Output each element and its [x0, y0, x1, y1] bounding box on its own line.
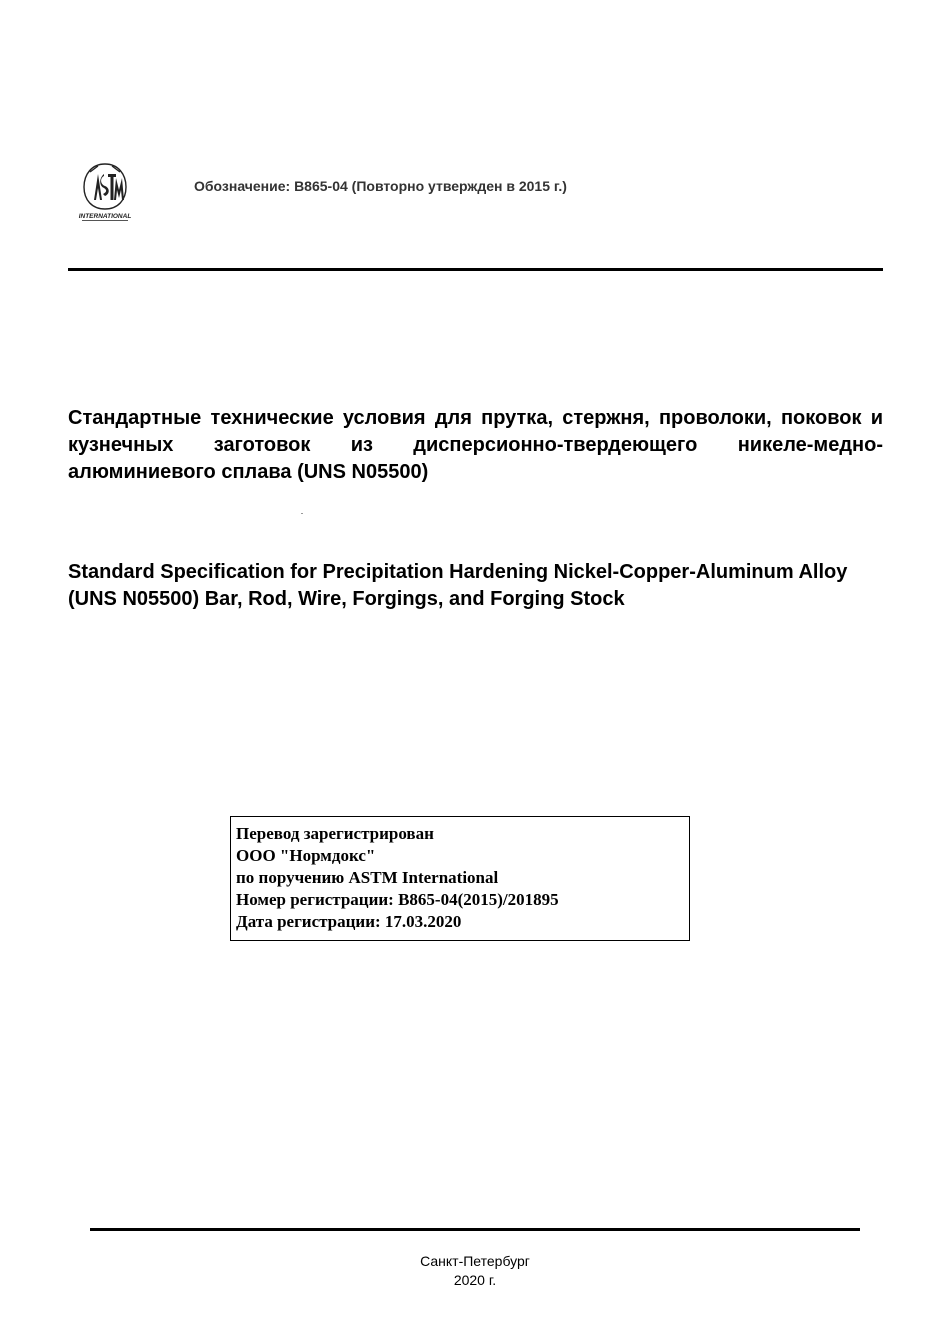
registration-line: Перевод зарегистрирован: [236, 824, 434, 843]
registration-line: по поручению ASTM International: [236, 868, 499, 887]
footer-year: 2020 г.: [453, 1272, 497, 1288]
footer: [0, 1252, 950, 1290]
registration-date: Дата регистрации: 17.03.2020: [236, 912, 462, 931]
registration-box: [230, 816, 690, 941]
registration-number: Номер регистрации: B865-04(2015)/201895: [236, 890, 559, 909]
title-english: Standard Specification for Precipitation Hardening Nickel-Copper-Aluminum Alloy (UNS N05500) Bar, Rod, Wire, Forgings, and Forging Stock: [68, 561, 848, 610]
title-russian: Стандартные технические условия для прутка, стержня, проволоки, поковок и кузнечных заготовок из дисперсионно-твердеющего никеле-медно-алюминиевого сплава (UNS N05500): [68, 407, 883, 483]
stray-mark: [301, 513, 303, 514]
logo-text: INTERNATIONAL: [78, 213, 132, 220]
top-divider: [68, 268, 883, 271]
footer-city: Санкт-Петербург: [420, 1253, 530, 1269]
document-designation: Обозначение: B865-04 (Повторно утвержден в 2015 г.): [194, 178, 567, 194]
astm-logo-icon: [78, 160, 132, 224]
registration-line: ООО "Нормдокс": [236, 846, 376, 865]
bottom-divider: [90, 1228, 860, 1231]
